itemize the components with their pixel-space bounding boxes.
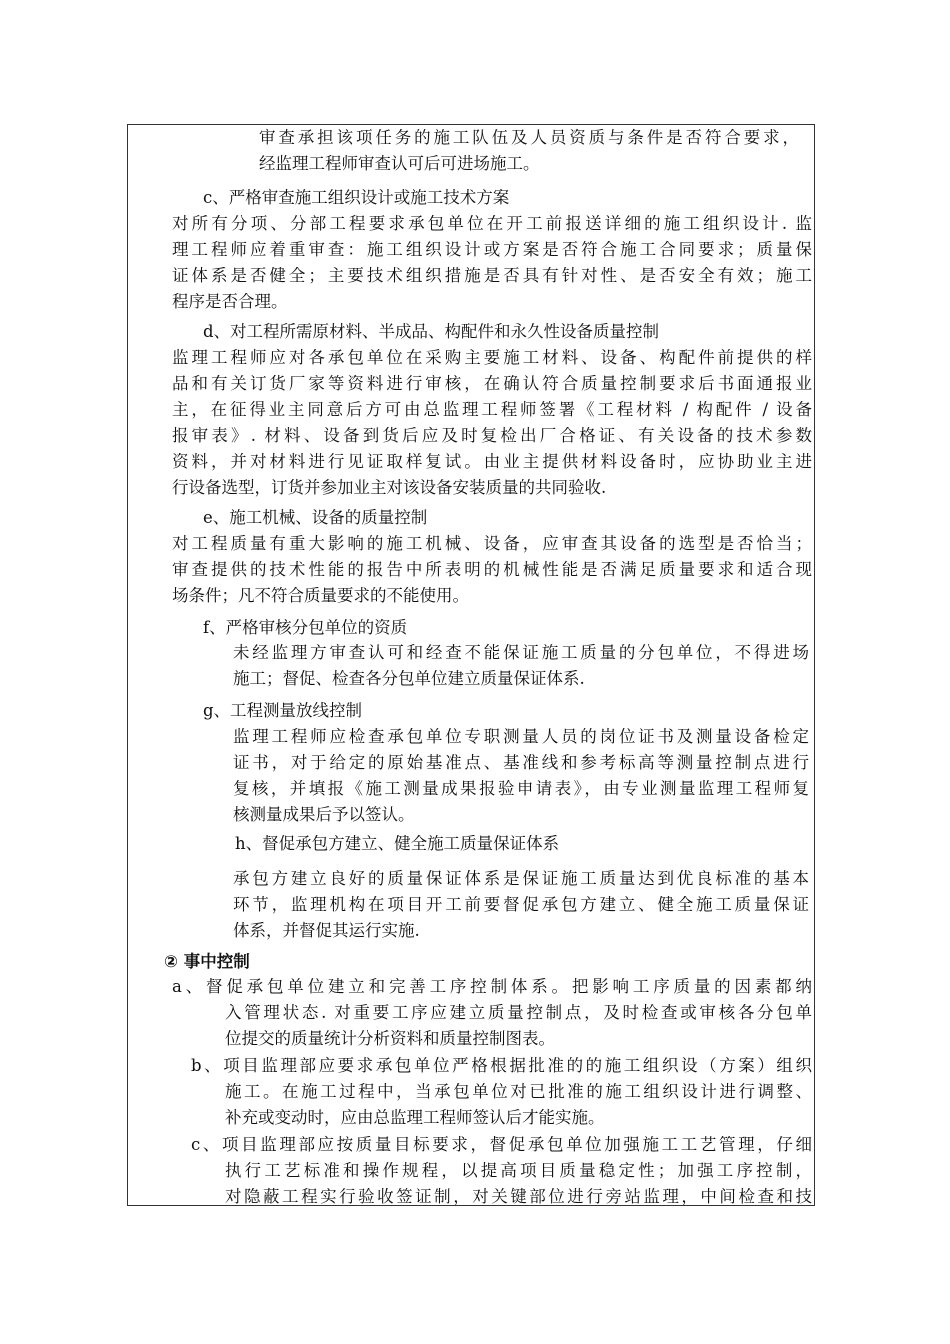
text-line: 施工。在施工过程中，当承包单位对已批准的施工组织设计进行调整、 <box>225 1082 812 1101</box>
text-line: 审查承担该项任务的施工队伍及人员资质与条件是否符合要求， <box>259 128 799 147</box>
text-line: 入管理状态. 对重要工序应建立质量控制点，及时检查或审核各分包单 <box>225 1003 812 1022</box>
text-line: 理工程师应着重审查：施工组织设计或方案是否符合施工合同要求；质量保 <box>172 240 812 259</box>
text-line: 对工程质量有重大影响的施工机械、设备，应审查其设备的选型是否恰当； <box>172 534 812 553</box>
text-line: 场条件；凡不符合质量要求的不能使用。 <box>172 586 469 605</box>
text-line: 品和有关订货厂家等资料进行审核，在确认符合质量控制要求后书面通报业 <box>172 374 812 393</box>
item-heading-h: h、督促承包方建立、健全施工质量保证体系 <box>235 834 560 853</box>
item-heading-e: e、施工机械、设备的质量控制 <box>203 508 428 527</box>
text-line: 行设备选型，订货并参加业主对该设备安装质量的共同验收. <box>172 478 607 497</box>
item-heading-c: c、严格审查施工组织设计或施工技术方案 <box>203 188 510 207</box>
text-line: 补充或变动时，应由总监理工程师签认后才能实施。 <box>225 1108 605 1127</box>
text-line: 报审表》. 材料、设备到货后应及时复检出厂合格证、有关设备的技术参数 <box>172 426 812 445</box>
text-line: 体系，并督促其运行实施. <box>233 921 420 940</box>
text-line: 对所有分项、分部工程要求承包单位在开工前报送详细的施工组织设计. 监 <box>172 214 812 233</box>
text-line: 未经监理方审查认可和经查不能保证施工质量的分包单位，不得进场 <box>233 643 809 662</box>
text-line: 位提交的质量统计分析资料和质量控制图表。 <box>225 1029 555 1048</box>
item-heading-f: f、严格审核分包单位的资质 <box>203 618 408 637</box>
text-line: 复核，并填报《施工测量成果报验申请表》，由专业测量监理工程师复 <box>233 779 809 798</box>
text-line: 核测量成果后予以签认。 <box>233 805 415 824</box>
text-line: c、项目监理部应按质量目标要求，督促承包单位加强施工工艺管理，仔细 <box>191 1135 812 1154</box>
text-line: 监理工程师应对各承包单位在采购主要施工材料、设备、构配件前提供的样 <box>172 348 812 367</box>
text-line: 对隐蔽工程实行验收签证制，对关键部位进行旁站监理，中间检查和技 <box>225 1187 812 1206</box>
text-line: 监理工程师应检查承包单位专职测量人员的岗位证书及测量设备检定 <box>233 727 809 746</box>
content-frame <box>127 124 815 1206</box>
text-line: 承包方建立良好的质量保证体系是保证施工质量达到优良标准的基本 <box>233 869 809 888</box>
text-line: 程序是否合理。 <box>172 292 288 311</box>
text-line: 审查提供的技术性能的报告中所表明的机械性能是否满足质量要求和适合现 <box>172 560 812 579</box>
text-line: 施工；督促、检查各分包单位建立质量保证体系. <box>233 669 585 688</box>
text-line: 证书，对于给定的原始基准点、基准线和参考标高等测量控制点进行 <box>233 753 809 772</box>
item-heading-g: g、工程测量放线控制 <box>203 701 363 720</box>
text-line: a、督促承包单位建立和完善工序控制体系。把影响工序质量的因素都纳 <box>172 977 812 996</box>
section-heading: ② 事中控制 <box>164 952 250 971</box>
text-line: 执行工艺标准和操作规程，以提高项目质量稳定性；加强工序控制， <box>225 1161 812 1180</box>
text-line: 资料，并对材料进行见证取样复试。由业主提供材料设备时，应协助业主进 <box>172 452 812 471</box>
text-line: 主，在征得业主同意后方可由总监理工程师签署《工程材料 / 构配件 / 设备 <box>172 400 812 419</box>
item-heading-d: d、对工程所需原材料、半成品、构配件和永久性设备质量控制 <box>203 322 660 341</box>
text-line: 经监理工程师审查认可后可进场施工。 <box>259 154 540 173</box>
text-line: 证体系是否健全；主要技术组织措施是否具有针对性、是否安全有效；施工 <box>172 266 812 285</box>
text-line: 环节，监理机构在项目开工前要督促承包方建立、健全施工质量保证 <box>233 895 809 914</box>
text-line: b、项目监理部应要求承包单位严格根据批准的的施工组织设（方案）组织 <box>191 1056 812 1075</box>
